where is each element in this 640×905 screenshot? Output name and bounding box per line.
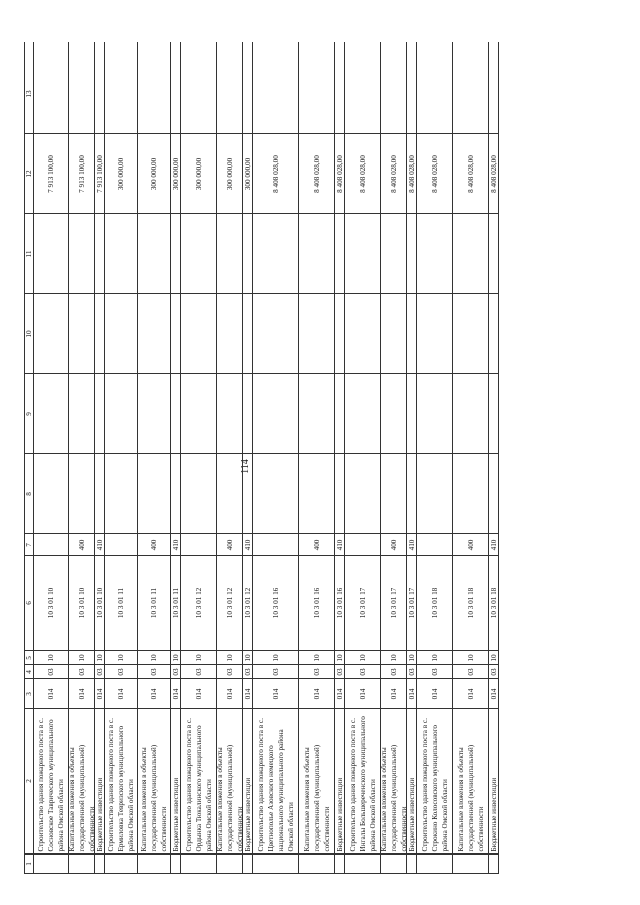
- cell-col-8: [217, 454, 242, 534]
- table-row: [489, 42, 499, 874]
- cell-col-13: [299, 54, 334, 134]
- cell-col-9: [138, 374, 170, 454]
- cell-amount: 300 000,00: [171, 134, 180, 214]
- cell-col-11: [95, 214, 104, 294]
- table-row: [381, 42, 407, 874]
- cell-target-article: 10 3 01 18: [453, 556, 488, 651]
- cell-section: 03: [243, 665, 252, 679]
- cell-col-8: [138, 454, 170, 534]
- cell-amount: 300 000,00: [105, 134, 137, 214]
- cell-target-article: 10 3 01 11: [171, 556, 180, 651]
- cell-target-article: 10 3 01 16: [299, 556, 334, 651]
- cell-subsection: 10: [95, 651, 104, 665]
- cell-amount: 8 408 028,00: [489, 134, 498, 214]
- table-row: [299, 42, 335, 874]
- cell-col-10: [243, 294, 252, 374]
- table-row: [253, 42, 299, 874]
- cell-ministry-code: 014: [489, 679, 498, 709]
- cell-expense-type: [417, 534, 452, 556]
- cell-col-13: [105, 54, 137, 134]
- column-number-10: 10: [25, 294, 33, 374]
- cell-section: 03: [417, 665, 452, 679]
- cell-col-13: [381, 54, 406, 134]
- cell-target-article: 10 3 01 17: [407, 556, 416, 651]
- cell-col-9: [417, 374, 452, 454]
- cell-col-8: [345, 454, 380, 534]
- cell-description: Строительство здания пожарного поста в с. Ингалы Большереченского муниципального района Омской области: [345, 709, 380, 854]
- cell-amount: 300 000,00: [138, 134, 170, 214]
- cell-subsection: 10: [34, 651, 68, 665]
- cell-col-8: [171, 454, 180, 534]
- cell-col-8: [489, 454, 498, 534]
- cell-expense-type: [345, 534, 380, 556]
- cell-section: 03: [171, 665, 180, 679]
- cell-section: 03: [489, 665, 498, 679]
- cell-section: 03: [95, 665, 104, 679]
- cell-target-article: 10 3 01 10: [69, 556, 94, 651]
- cell-col-13: [335, 54, 344, 134]
- cell-ministry-code: 014: [181, 679, 216, 709]
- cell-amount: 300 000,00: [181, 134, 216, 214]
- cell-subsection: 10: [453, 651, 488, 665]
- column-number-9: 9: [25, 374, 33, 454]
- cell-ministry-code: 014: [299, 679, 334, 709]
- cell-col-8: [243, 454, 252, 534]
- cell-col-13: [489, 54, 498, 134]
- cell-col-11: [181, 214, 216, 294]
- cell-col-10: [253, 294, 298, 374]
- cell-col-1: [105, 854, 137, 874]
- cell-section: 03: [335, 665, 344, 679]
- cell-col-1: [407, 854, 416, 874]
- cell-col-1: [453, 854, 488, 874]
- cell-expense-type: [253, 534, 298, 556]
- cell-col-8: [95, 454, 104, 534]
- cell-expense-type: 410: [489, 534, 498, 556]
- cell-col-8: [417, 454, 452, 534]
- cell-amount: 8 408 028,00: [381, 134, 406, 214]
- cell-target-article: 10 3 01 10: [95, 556, 104, 651]
- cell-col-9: [105, 374, 137, 454]
- cell-col-11: [217, 214, 242, 294]
- cell-col-10: [381, 294, 406, 374]
- cell-col-11: [335, 214, 344, 294]
- table-row: [105, 42, 138, 874]
- budget-table: [24, 42, 612, 874]
- cell-subsection: 10: [181, 651, 216, 665]
- cell-description: Строительство здания пожарного поста в с. Ордынка Тюкалинского муниципального района Омской области: [181, 709, 216, 854]
- cell-ministry-code: 014: [34, 679, 68, 709]
- cell-description: Капитальные вложения в объекты государственной (муниципальной) собственности: [138, 709, 170, 854]
- cell-amount: 300 000,00: [243, 134, 252, 214]
- cell-col-10: [345, 294, 380, 374]
- cell-subsection: 10: [417, 651, 452, 665]
- cell-expense-type: 400: [217, 534, 242, 556]
- cell-expense-type: 400: [69, 534, 94, 556]
- cell-target-article: 10 3 01 18: [489, 556, 498, 651]
- table-row: [243, 42, 253, 874]
- cell-ministry-code: 014: [335, 679, 344, 709]
- cell-description: Строительство здания пожарного поста в с. Сосновское Таврического муниципального района Омской области: [34, 709, 68, 854]
- table-row: [69, 42, 95, 874]
- cell-col-9: [243, 374, 252, 454]
- column-number-3: 3: [25, 679, 33, 709]
- column-number-1: 1: [25, 854, 33, 874]
- cell-section: 03: [453, 665, 488, 679]
- cell-ministry-code: 014: [407, 679, 416, 709]
- cell-col-10: [453, 294, 488, 374]
- cell-col-11: [417, 214, 452, 294]
- cell-col-1: [181, 854, 216, 874]
- cell-col-9: [217, 374, 242, 454]
- page-number: 114: [239, 458, 251, 474]
- table-row: [217, 42, 243, 874]
- cell-col-1: [489, 854, 498, 874]
- cell-col-1: [299, 854, 334, 874]
- cell-col-13: [243, 54, 252, 134]
- cell-ministry-code: 014: [243, 679, 252, 709]
- cell-description: Бюджетные инвестиции: [171, 709, 180, 854]
- table-row: [95, 42, 105, 874]
- cell-col-10: [299, 294, 334, 374]
- cell-description: Строительство здания пожарного поста в с. Строкино Колосовского муниципального района Омской области: [417, 709, 452, 854]
- cell-col-11: [407, 214, 416, 294]
- cell-col-8: [407, 454, 416, 534]
- cell-amount: 8 408 028,00: [253, 134, 298, 214]
- cell-col-10: [95, 294, 104, 374]
- cell-expense-type: 410: [335, 534, 344, 556]
- cell-amount: 7 913 100,00: [34, 134, 68, 214]
- table-row: [453, 42, 489, 874]
- cell-col-8: [181, 454, 216, 534]
- cell-col-10: [69, 294, 94, 374]
- cell-col-13: [138, 54, 170, 134]
- cell-expense-type: 410: [407, 534, 416, 556]
- table-row: [138, 42, 171, 874]
- cell-subsection: 10: [69, 651, 94, 665]
- cell-target-article: 10 3 01 11: [105, 556, 137, 651]
- cell-subsection: 10: [217, 651, 242, 665]
- cell-target-article: 10 3 01 18: [417, 556, 452, 651]
- table-row: [181, 42, 217, 874]
- cell-amount: 8 408 028,00: [417, 134, 452, 214]
- cell-section: 03: [345, 665, 380, 679]
- cell-col-13: [171, 54, 180, 134]
- cell-target-article: 10 3 01 12: [217, 556, 242, 651]
- cell-col-9: [171, 374, 180, 454]
- cell-ministry-code: 014: [417, 679, 452, 709]
- cell-target-article: 10 3 01 12: [243, 556, 252, 651]
- cell-expense-type: 400: [138, 534, 170, 556]
- cell-amount: 8 408 028,00: [453, 134, 488, 214]
- cell-description: Бюджетные инвестиции: [489, 709, 498, 854]
- cell-ministry-code: 014: [217, 679, 242, 709]
- table-row: [34, 42, 69, 874]
- cell-section: 03: [299, 665, 334, 679]
- cell-col-13: [217, 54, 242, 134]
- cell-col-9: [345, 374, 380, 454]
- cell-subsection: 10: [407, 651, 416, 665]
- column-number-6: 6: [25, 556, 33, 651]
- cell-col-11: [69, 214, 94, 294]
- cell-expense-type: 410: [243, 534, 252, 556]
- cell-col-13: [181, 54, 216, 134]
- cell-col-1: [335, 854, 344, 874]
- cell-col-9: [335, 374, 344, 454]
- cell-col-9: [253, 374, 298, 454]
- cell-description: Бюджетные инвестиции: [243, 709, 252, 854]
- cell-description: Строительство здания пожарного поста в с. Цветнополье Азовского немецкого национального муниципального района Омской области: [253, 709, 298, 854]
- cell-description: Бюджетные инвестиции: [335, 709, 344, 854]
- cell-expense-type: 400: [453, 534, 488, 556]
- cell-subsection: 10: [381, 651, 406, 665]
- cell-col-11: [453, 214, 488, 294]
- cell-col-8: [105, 454, 137, 534]
- cell-ministry-code: 014: [95, 679, 104, 709]
- cell-col-11: [34, 214, 68, 294]
- cell-col-13: [253, 54, 298, 134]
- cell-section: 03: [69, 665, 94, 679]
- cell-section: 03: [253, 665, 298, 679]
- cell-section: 03: [138, 665, 170, 679]
- cell-col-11: [105, 214, 137, 294]
- table-row: [335, 42, 345, 874]
- cell-col-8: [34, 454, 68, 534]
- cell-col-1: [243, 854, 252, 874]
- cell-ministry-code: 014: [381, 679, 406, 709]
- cell-description: Бюджетные инвестиции: [407, 709, 416, 854]
- cell-subsection: 10: [299, 651, 334, 665]
- cell-description: Капитальные вложения в объекты государственной (муниципальной) собственности: [453, 709, 488, 854]
- cell-col-10: [171, 294, 180, 374]
- cell-col-11: [253, 214, 298, 294]
- column-number-2: 2: [25, 709, 33, 854]
- cell-ministry-code: 014: [171, 679, 180, 709]
- table-row: [417, 42, 453, 874]
- cell-section: 03: [217, 665, 242, 679]
- cell-target-article: 10 3 01 17: [381, 556, 406, 651]
- cell-col-10: [217, 294, 242, 374]
- table-row: [345, 42, 381, 874]
- cell-col-13: [95, 54, 104, 134]
- cell-col-10: [407, 294, 416, 374]
- cell-description: Капитальные вложения в объекты государственной (муниципальной) собственности: [299, 709, 334, 854]
- column-number-4: 4: [25, 665, 33, 679]
- cell-amount: 8 408 028,00: [407, 134, 416, 214]
- cell-amount: 300 000,00: [217, 134, 242, 214]
- cell-col-8: [253, 454, 298, 534]
- cell-subsection: 10: [253, 651, 298, 665]
- column-number-13: 13: [25, 54, 33, 134]
- cell-col-13: [345, 54, 380, 134]
- cell-col-11: [345, 214, 380, 294]
- cell-col-9: [299, 374, 334, 454]
- cell-col-8: [335, 454, 344, 534]
- cell-col-1: [417, 854, 452, 874]
- cell-col-8: [299, 454, 334, 534]
- cell-subsection: 10: [105, 651, 137, 665]
- cell-subsection: 10: [345, 651, 380, 665]
- cell-expense-type: [34, 534, 68, 556]
- cell-col-11: [381, 214, 406, 294]
- cell-col-1: [69, 854, 94, 874]
- cell-ministry-code: 014: [345, 679, 380, 709]
- cell-col-11: [243, 214, 252, 294]
- cell-expense-type: 410: [171, 534, 180, 556]
- cell-col-11: [171, 214, 180, 294]
- cell-target-article: 10 3 01 11: [138, 556, 170, 651]
- cell-description: Капитальные вложения в объекты государственной (муниципальной) собственности: [381, 709, 406, 854]
- cell-section: 03: [181, 665, 216, 679]
- cell-expense-type: [181, 534, 216, 556]
- cell-subsection: 10: [335, 651, 344, 665]
- cell-col-1: [138, 854, 170, 874]
- column-number-11: 11: [25, 214, 33, 294]
- cell-expense-type: 410: [95, 534, 104, 556]
- cell-amount: 8 408 028,00: [335, 134, 344, 214]
- cell-col-9: [453, 374, 488, 454]
- cell-target-article: 10 3 01 16: [335, 556, 344, 651]
- cell-col-1: [95, 854, 104, 874]
- cell-section: 03: [34, 665, 68, 679]
- column-number-12: 12: [25, 134, 33, 214]
- cell-amount: 8 408 028,00: [345, 134, 380, 214]
- cell-section: 03: [105, 665, 137, 679]
- cell-ministry-code: 014: [253, 679, 298, 709]
- cell-expense-type: [105, 534, 137, 556]
- cell-col-11: [489, 214, 498, 294]
- cell-col-1: [381, 854, 406, 874]
- column-number-8: 8: [25, 454, 33, 534]
- cell-col-13: [453, 54, 488, 134]
- cell-ministry-code: 014: [138, 679, 170, 709]
- cell-amount: 7 913 100,00: [69, 134, 94, 214]
- cell-col-10: [335, 294, 344, 374]
- cell-col-8: [453, 454, 488, 534]
- table-row: [171, 42, 181, 874]
- cell-col-1: [253, 854, 298, 874]
- cell-col-10: [417, 294, 452, 374]
- column-number-5: 5: [25, 651, 33, 665]
- cell-target-article: 10 3 01 17: [345, 556, 380, 651]
- cell-col-9: [181, 374, 216, 454]
- cell-subsection: 10: [138, 651, 170, 665]
- cell-ministry-code: 014: [69, 679, 94, 709]
- cell-expense-type: 400: [381, 534, 406, 556]
- cell-col-1: [345, 854, 380, 874]
- cell-col-10: [34, 294, 68, 374]
- cell-col-1: [171, 854, 180, 874]
- cell-col-13: [407, 54, 416, 134]
- cell-description: Капитальные вложения в объекты государственной (муниципальной) собственности: [69, 709, 94, 854]
- cell-col-9: [489, 374, 498, 454]
- cell-target-article: 10 3 01 12: [181, 556, 216, 651]
- cell-ministry-code: 014: [453, 679, 488, 709]
- column-number-7: 7: [25, 534, 33, 556]
- cell-description: Строительство здания пожарного поста в с. Ермиловка Тевризского муниципального района Омской области: [105, 709, 137, 854]
- cell-col-10: [181, 294, 216, 374]
- cell-subsection: 10: [243, 651, 252, 665]
- cell-target-article: 10 3 01 16: [253, 556, 298, 651]
- cell-expense-type: 400: [299, 534, 334, 556]
- cell-section: 03: [381, 665, 406, 679]
- cell-description: Бюджетные инвестиции: [95, 709, 104, 854]
- cell-col-11: [138, 214, 170, 294]
- table-row: [407, 42, 417, 874]
- cell-description: Капитальные вложения в объекты государственной (муниципальной) собственности: [217, 709, 242, 854]
- cell-col-10: [138, 294, 170, 374]
- table-header-row: [24, 42, 34, 874]
- cell-col-9: [95, 374, 104, 454]
- cell-ministry-code: 014: [105, 679, 137, 709]
- cell-col-9: [34, 374, 68, 454]
- cell-col-11: [299, 214, 334, 294]
- cell-col-8: [69, 454, 94, 534]
- cell-col-13: [69, 54, 94, 134]
- cell-subsection: 10: [489, 651, 498, 665]
- cell-col-13: [417, 54, 452, 134]
- cell-col-9: [69, 374, 94, 454]
- cell-col-9: [381, 374, 406, 454]
- cell-col-1: [34, 854, 68, 874]
- cell-amount: 7 913 100,00: [95, 134, 104, 214]
- cell-col-10: [105, 294, 137, 374]
- cell-section: 03: [407, 665, 416, 679]
- cell-col-1: [217, 854, 242, 874]
- cell-col-8: [381, 454, 406, 534]
- cell-col-13: [34, 54, 68, 134]
- cell-amount: 8 408 028,00: [299, 134, 334, 214]
- cell-target-article: 10 3 01 10: [34, 556, 68, 651]
- cell-col-9: [407, 374, 416, 454]
- cell-subsection: 10: [171, 651, 180, 665]
- cell-col-10: [489, 294, 498, 374]
